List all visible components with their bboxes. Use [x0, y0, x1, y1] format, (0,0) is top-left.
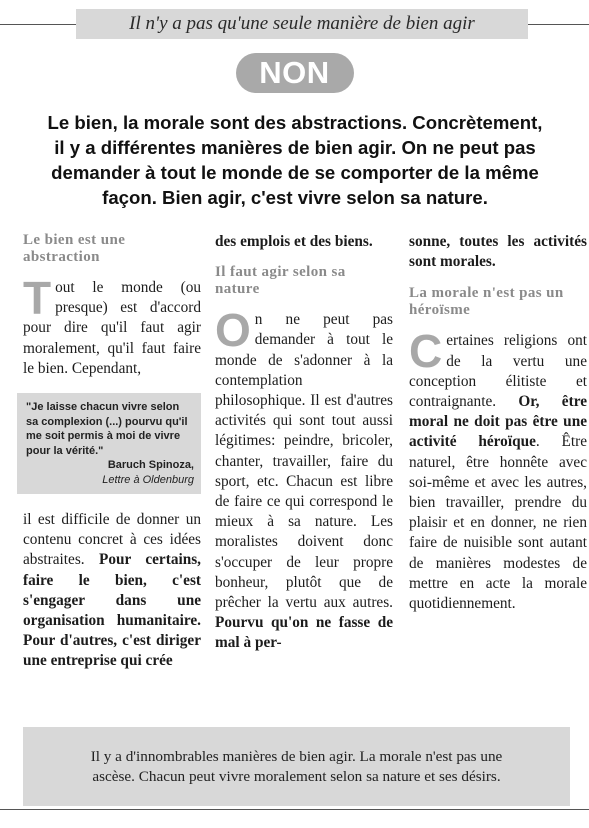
- column-2-paragraph: [215, 304, 393, 653]
- column-2-lead-in: [215, 232, 393, 252]
- section-heading-nature: Il faut agir selon sa nature: [215, 264, 346, 298]
- stance-badge-wrapper: [0, 53, 589, 93]
- quote-work: Lettre à Oldenburg: [102, 473, 194, 486]
- column-1-bold-text: Pour certains, faire le bien, c'est s'engager dans une organisation humanitaire. Pour d'autres, c'est diriger une entreprise qui crée: [23, 551, 201, 670]
- column-2-lead-in-text: des emplois et des biens.: [215, 233, 373, 250]
- column-1-text: out le monde (ou presque) est d'accord pour dire qu'il faut agir moralement, qu'il faut faire le bien. Cependant,: [23, 279, 201, 377]
- dropcap-c: C: [409, 325, 443, 378]
- dropcap-o: O: [215, 304, 251, 357]
- dropcap-t: T: [23, 272, 52, 324]
- column-1-paragraph: [23, 272, 201, 379]
- bottom-rule: [0, 809, 589, 810]
- quote-text: "Je laisse chacun vivre selon sa complexion (...) pourvu qu'il me soit permis à moi de vivre pour la vérité.": [26, 401, 188, 457]
- conclusion-box: [23, 727, 570, 806]
- column-2-bold-text: Pourvu qu'on ne fasse de mal à per-: [215, 614, 393, 652]
- column-2-text: n ne peut pas demander à tout le monde de s'adonner à la contemplation philosophique. Il est d'autres activités qui sont tout aussi légitimes: peindre, bricoler, chanter, travailler, faire du sport, etc. Chacun est libre de faire ce qui correspond le mieux à sa nature. Les moralistes doivent donc s'occuper de leur propre bonheur, plutôt que de prêcher la vertu aux autres.: [215, 311, 393, 612]
- quote-author: Baruch Spinoza,: [107, 459, 194, 472]
- column-3-text-end: . Être naturel, être honnête avec soi-même et avec les autres, bien travailler, prendre du plaisir et en donner, ne rien faire de nuisible sont autant de manières modestes de mettre en acte la morale quotidiennement.: [409, 433, 587, 613]
- column-2: [215, 232, 393, 654]
- column-3-text: ertaines religions ont de la vertu une conception élitiste et contraignante.: [409, 332, 587, 411]
- stance-badge: NON: [236, 53, 354, 93]
- section-heading-abstraction: Le bien est une abstraction: [23, 232, 126, 265]
- lead-paragraph: Le bien, la morale sont des abstractions. Concrètement, il y a différentes manières de bien agir. On ne peut pas demander à tout le monde de se comporter de la même façon. Bien agir, c'est vivre selon sa nature.: [47, 112, 543, 208]
- quote-box: [17, 393, 201, 494]
- column-3-lead-in-text: sonne, toutes les activités sont morales.: [409, 233, 587, 271]
- column-1-continuation: [23, 510, 201, 672]
- column-3-bold-text: Or, être moral ne doit pas être une activité héroïque: [409, 393, 587, 451]
- column-1: [23, 232, 201, 672]
- page-title: Il n'y a pas qu'une seule manière de bien agir: [76, 9, 528, 39]
- column-3-paragraph: [409, 325, 587, 614]
- column-3-lead-in: [409, 232, 587, 272]
- column-3: [409, 232, 587, 614]
- section-heading-heroism: La morale n'est pas un héroïsme: [409, 285, 564, 319]
- conclusion-text: Il y a d'innombrables manières de bien agir. La morale n'est pas une ascèse. Chacun peut vivre moralement selon sa nature et ses désirs.: [90, 747, 503, 785]
- column-1-text-2: il est difficile de donner un contenu concret à ces idées abstraites.: [23, 511, 201, 569]
